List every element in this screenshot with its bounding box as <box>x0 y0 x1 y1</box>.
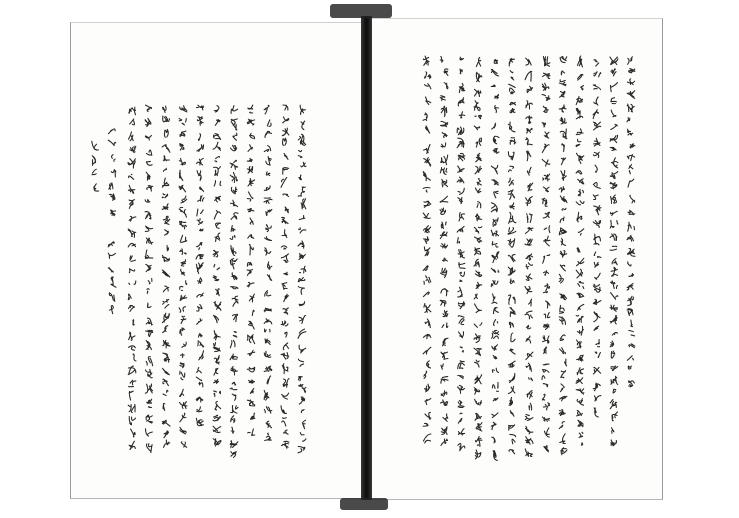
handwritten-column <box>247 105 255 435</box>
handwritten-column <box>508 58 516 453</box>
handwritten-signature <box>108 242 116 314</box>
handwritten-column <box>576 56 584 445</box>
handwritten-column <box>559 57 567 455</box>
handwritten-column <box>457 57 465 451</box>
handwritten-column <box>491 60 499 461</box>
handwritten-note <box>92 141 99 191</box>
handwritten-column <box>162 106 170 447</box>
handwritten-column <box>264 105 272 440</box>
handwritten-column <box>525 58 533 456</box>
handwritten-column <box>281 105 289 448</box>
handwritten-column <box>593 60 601 417</box>
handwritten-column <box>128 107 136 449</box>
handwritten-column <box>145 105 153 452</box>
handwritten-column <box>298 105 306 453</box>
handwritten-column <box>627 57 635 387</box>
handwritten-column <box>213 106 221 447</box>
handwritten-column <box>474 57 482 459</box>
handwritten-column <box>610 57 618 446</box>
handwritten-column <box>440 56 448 445</box>
handwritten-column <box>423 56 431 443</box>
handwritten-date <box>108 129 116 216</box>
handwritten-column <box>230 106 238 458</box>
handwritten-column <box>196 105 204 425</box>
handwritten-column <box>179 106 187 448</box>
handwritten-column <box>542 57 550 452</box>
